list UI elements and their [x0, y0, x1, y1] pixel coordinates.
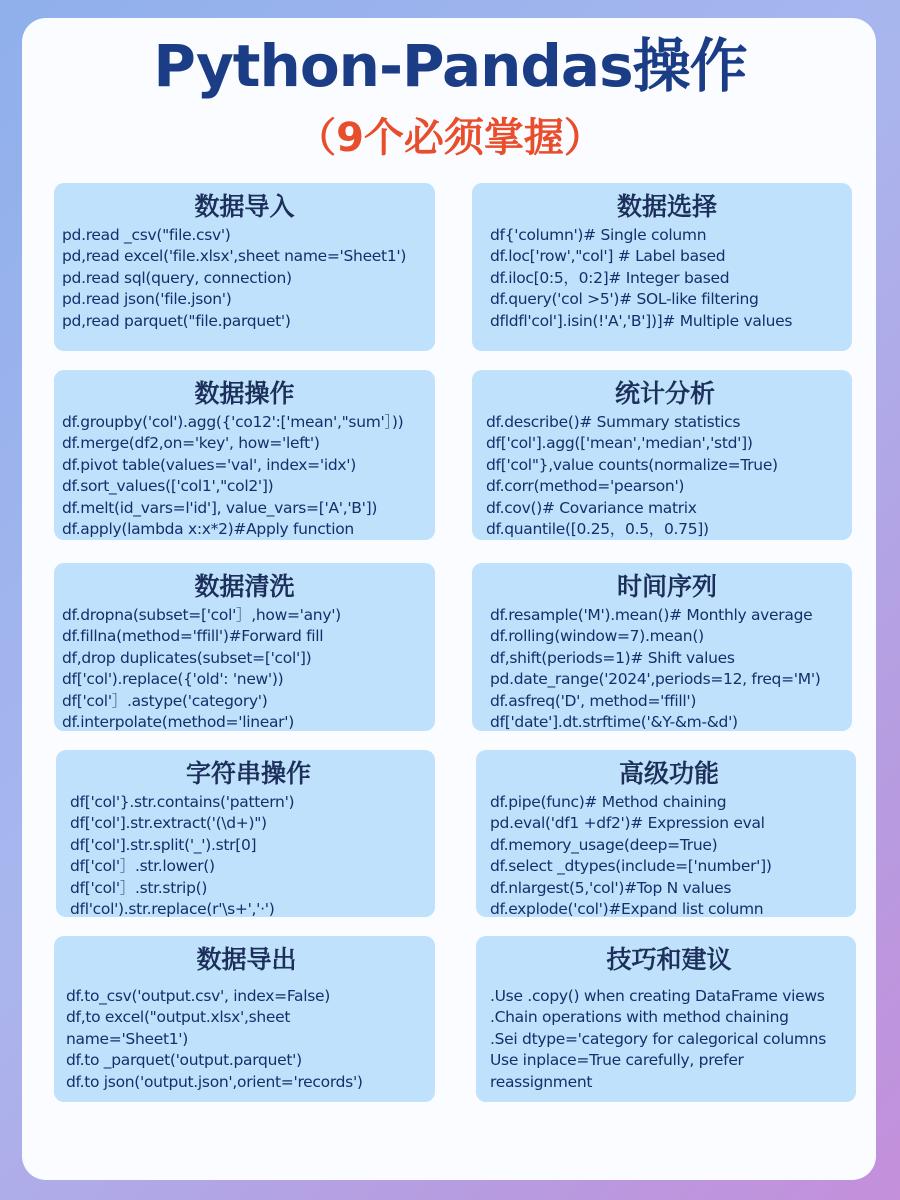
section-tips: [476, 936, 856, 1102]
section-string-operations: [56, 750, 435, 917]
code-line: df,drop duplicates(subset=['col']): [62, 648, 312, 667]
code-line: df.dropna(subset=['col'］,how='any'): [62, 606, 341, 624]
section-heading: 数据选择: [616, 192, 717, 221]
code-line: df.asfreq('D', method='ffill'): [490, 691, 697, 710]
code-line: df.loc['row',"col'] # Label based: [490, 247, 726, 266]
code-line: dfldfl'col'].isin(!'A','B'])]# Multiple values: [490, 311, 793, 330]
code-line: df.pipe(func)# Method chaining: [490, 793, 727, 811]
section-heading: 技巧和建议: [606, 945, 732, 974]
code-line: df.iloc[0:5，0:2]# Integer based: [490, 268, 730, 287]
code-line: df['col'］.str.lower(): [70, 857, 215, 876]
code-line: df.quantile([0.25，0.5，0.75]): [486, 520, 709, 539]
code-line: df.melt(id_vars=l'id'], value_vars=['A','B']): [62, 498, 378, 517]
code-lines: [62, 225, 427, 332]
section-data-cleaning: [54, 563, 435, 731]
code-lines: [62, 412, 427, 540]
code-line: df['col'].agg(['mean','median','std']): [486, 434, 753, 453]
code-line: df['date'].dt.strftime('&Y-&m-&d'): [490, 713, 738, 732]
tip-line: Use inplace=True carefully, prefer: [490, 1051, 744, 1070]
code-line: df.rolling(window=7).mean(): [490, 627, 704, 646]
section-heading: 数据清洗: [194, 572, 295, 601]
code-line: dfl'col').str.replace(r'\s+','·'): [70, 900, 275, 919]
code-line: df.resample('M').mean()# Monthly average: [490, 606, 813, 624]
code-line: pd,read parquet("file.parquet'): [62, 311, 291, 330]
code-line: pd.date_range('2024',periods=12, freq='M'): [490, 670, 821, 689]
code-line: df.memory_usage(deep=True): [490, 835, 718, 854]
section-time-series: [472, 563, 852, 731]
code-line: df['col'］.astype('category'): [62, 691, 268, 710]
section-advanced-features: [476, 750, 856, 917]
page-title: Python-Pandas操作: [153, 32, 747, 100]
tip-line: reassignment: [490, 1072, 593, 1091]
section-heading: 数据导出: [196, 945, 297, 974]
code-line: df['col'].str.split('_').str[0]: [70, 835, 257, 854]
code-lines: [62, 605, 427, 733]
code-lines: [70, 792, 427, 920]
code-line: df{'column')# Single column: [490, 226, 707, 244]
code-line: df.to _parquet('output.parquet'): [66, 1051, 302, 1070]
code-line: df,shift(periods=1)# Shift values: [490, 648, 735, 667]
code-line: df.nlargest(5,'col')#Top N values: [490, 878, 732, 897]
section-data-operations: [54, 370, 435, 540]
code-line: df['col'].str.extract('(\d+)"): [70, 814, 267, 833]
section-statistics: [472, 370, 852, 540]
code-line: pd.read sql(query, connection): [62, 268, 292, 287]
code-line: df.sort_values(['col1',"col2']): [62, 477, 274, 496]
code-line: df.groupby('col').agg({'co12':['mean',"sum'］)): [62, 413, 404, 431]
tip-line: .Use .copy() when creating DataFrame views: [490, 987, 825, 1005]
code-line: pd,read excel('file.xlsx',sheet name='Sheet1'): [62, 247, 407, 266]
tip-line: .Sei dtype='category for calegorical columns: [490, 1029, 826, 1048]
code-line: df.describe()# Summary statistics: [486, 413, 741, 431]
code-line: df['col'］.str.strip(): [70, 878, 208, 897]
section-heading: 数据导入: [194, 192, 295, 221]
code-line: pd.eval('df1 +df2')# Expression eval: [490, 814, 765, 833]
code-line: df.apply(lambda x:x*2)#Apply function: [62, 520, 354, 539]
section-heading: 统计分析: [614, 379, 715, 408]
code-line: name='Sheet1'): [66, 1029, 188, 1048]
code-line: df.corr(method='pearson'): [486, 477, 685, 496]
tip-line: .Chain operations with method chaining: [490, 1008, 789, 1027]
code-line: df.merge(df2,on='key', how='left'): [62, 434, 320, 453]
code-line: pd.read _csv("file.csv'): [62, 226, 231, 244]
code-line: df.cov()# Covariance matrix: [486, 498, 697, 517]
code-lines: [66, 986, 427, 1093]
page-subtitle: （9个必须掌握）: [296, 115, 604, 161]
code-line: df.to json('output.json',orient='records'): [66, 1072, 363, 1091]
section-data-selection: [472, 183, 852, 351]
code-line: df['col').replace({'old': 'new')): [62, 670, 284, 689]
code-line: df.interpolate(method='linear'): [62, 713, 294, 732]
code-line: df.fillna(method='ffill')#Forward fill: [62, 627, 324, 646]
section-data-import: [54, 183, 435, 351]
code-line: df,to excel("output.xlsx',sheet: [66, 1008, 291, 1027]
code-line: df['col'}.str.contains('pattern'): [70, 793, 295, 811]
code-line: df.query('col >5')# SOL-like filtering: [490, 290, 759, 309]
code-lines: [490, 605, 844, 733]
section-heading: 数据操作: [194, 379, 295, 408]
code-line: df['col"},value counts(normalize=True): [486, 455, 778, 474]
section-data-export: [54, 936, 435, 1102]
code-lines: [486, 412, 844, 540]
code-line: df.explode('col')#Expand list column: [490, 900, 764, 919]
code-lines: [490, 225, 844, 332]
code-line: df.pivot table(values='val', index='idx'): [62, 455, 356, 474]
code-line: pd.read json('file.json'): [62, 290, 232, 309]
code-lines: [490, 986, 848, 1093]
section-heading: 字符串操作: [185, 759, 311, 788]
code-line: df.to_csv('output.csv', index=False): [66, 987, 330, 1005]
code-line: df.select _dtypes(include=['number']): [490, 857, 772, 876]
code-lines: [490, 792, 848, 920]
section-heading: 高级功能: [618, 759, 719, 788]
section-heading: 时间序列: [616, 572, 717, 601]
